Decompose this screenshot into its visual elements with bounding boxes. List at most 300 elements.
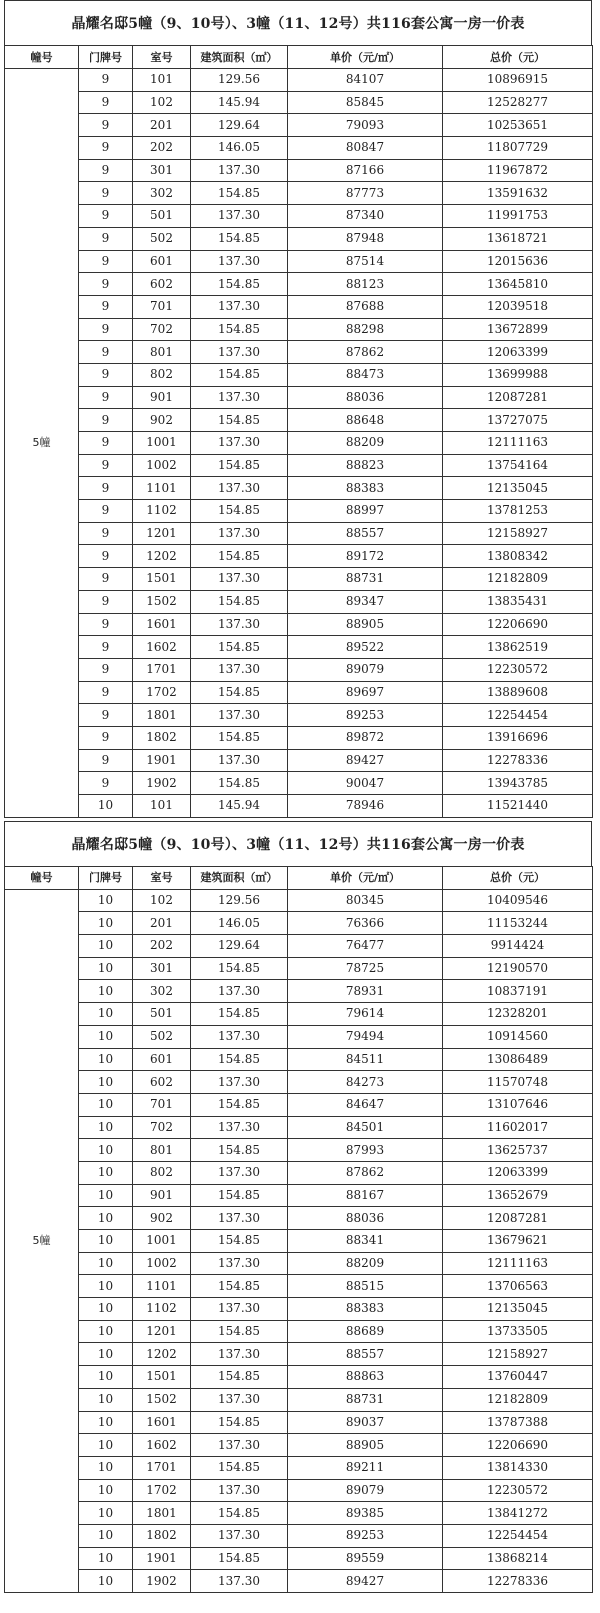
table-row: [5, 227, 593, 250]
table-row: [5, 613, 593, 636]
cell-unit-price: 78946: [288, 795, 443, 818]
cell-room-number: 701: [133, 1093, 191, 1116]
cell-total-price: 11602017: [443, 1116, 593, 1139]
cell-total-price: 12087281: [443, 386, 593, 409]
cell-total-price: 12206690: [443, 1434, 593, 1457]
cell-total-price: 13889608: [443, 681, 593, 704]
cell-floor-area: 154.85: [191, 1502, 288, 1525]
cell-door-number: 10: [79, 912, 133, 935]
table-body: [5, 889, 593, 1592]
table-row: [5, 545, 593, 568]
cell-total-price: 9914424: [443, 935, 593, 958]
cell-total-price: 12182809: [443, 1388, 593, 1411]
cell-floor-area: 154.85: [191, 1366, 288, 1389]
cell-unit-price: 88167: [288, 1184, 443, 1207]
cell-door-number: 9: [79, 114, 133, 137]
cell-total-price: 12111163: [443, 1252, 593, 1275]
table-row: [5, 1343, 593, 1366]
table-row: [5, 1570, 593, 1593]
cell-door-number: 9: [79, 295, 133, 318]
table-row: [5, 1411, 593, 1434]
cell-room-number: 701: [133, 295, 191, 318]
cell-door-number: 9: [79, 318, 133, 341]
cell-floor-area: 154.85: [191, 590, 288, 613]
cell-room-number: 802: [133, 363, 191, 386]
cell-unit-price: 84511: [288, 1048, 443, 1071]
cell-door-number: 9: [79, 704, 133, 727]
cell-unit-price: 84273: [288, 1071, 443, 1094]
cell-floor-area: 137.30: [191, 205, 288, 228]
cell-door-number: 9: [79, 454, 133, 477]
cell-room-number: 502: [133, 227, 191, 250]
table-row: [5, 1366, 593, 1389]
cell-total-price: 13814330: [443, 1456, 593, 1479]
cell-unit-price: 89427: [288, 1570, 443, 1593]
cell-door-number: 10: [79, 1547, 133, 1570]
cell-room-number: 1002: [133, 454, 191, 477]
price-table: [4, 866, 593, 1593]
cell-total-price: 13862519: [443, 636, 593, 659]
cell-floor-area: 137.30: [191, 432, 288, 455]
cell-total-price: 12158927: [443, 522, 593, 545]
cell-unit-price: 76366: [288, 912, 443, 935]
table-row: [5, 1547, 593, 1570]
cell-door-number: 9: [79, 477, 133, 500]
cell-unit-price: 80847: [288, 137, 443, 160]
table-row: [5, 1048, 593, 1071]
table-row: [5, 386, 593, 409]
cell-door-number: 10: [79, 1048, 133, 1071]
table-row: [5, 1003, 593, 1026]
cell-door-number: 10: [79, 1071, 133, 1094]
cell-room-number: 301: [133, 159, 191, 182]
cell-unit-price: 89347: [288, 590, 443, 613]
cell-door-number: 10: [79, 1366, 133, 1389]
cell-unit-price: 79093: [288, 114, 443, 137]
cell-unit-price: 89427: [288, 749, 443, 772]
cell-total-price: 12135045: [443, 477, 593, 500]
table-row: [5, 91, 593, 114]
cell-total-price: 13679621: [443, 1230, 593, 1253]
table-row: [5, 1456, 593, 1479]
cell-door-number: 9: [79, 227, 133, 250]
table-row: [5, 1025, 593, 1048]
table-row: [5, 363, 593, 386]
cell-door-number: 9: [79, 681, 133, 704]
cell-floor-area: 137.30: [191, 295, 288, 318]
cell-total-price: 13760447: [443, 1366, 593, 1389]
table-row: [5, 318, 593, 341]
cell-room-number: 1102: [133, 500, 191, 523]
cell-unit-price: 88383: [288, 477, 443, 500]
cell-room-number: 202: [133, 137, 191, 160]
cell-unit-price: 76477: [288, 935, 443, 958]
table-row: [5, 341, 593, 364]
cell-room-number: 1701: [133, 1456, 191, 1479]
cell-floor-area: 137.30: [191, 1207, 288, 1230]
cell-room-number: 602: [133, 273, 191, 296]
table-row: [5, 772, 593, 795]
cell-floor-area: 154.85: [191, 726, 288, 749]
cell-room-number: 1802: [133, 726, 191, 749]
cell-door-number: 10: [79, 1025, 133, 1048]
cell-room-number: 1601: [133, 1411, 191, 1434]
header-floor-area: 建筑面积（㎡）: [191, 46, 288, 69]
table-row: [5, 1320, 593, 1343]
cell-door-number: 9: [79, 568, 133, 591]
cell-unit-price: 88648: [288, 409, 443, 432]
cell-room-number: 801: [133, 1139, 191, 1162]
table-row: [5, 1252, 593, 1275]
header-row: [5, 46, 593, 69]
cell-door-number: 9: [79, 91, 133, 114]
cell-total-price: 12278336: [443, 1570, 593, 1593]
cell-floor-area: 137.30: [191, 1479, 288, 1502]
cell-floor-area: 154.85: [191, 363, 288, 386]
cell-floor-area: 137.30: [191, 1161, 288, 1184]
cell-door-number: 9: [79, 772, 133, 795]
cell-total-price: 13733505: [443, 1320, 593, 1343]
cell-total-price: 12278336: [443, 749, 593, 772]
cell-door-number: 10: [79, 1184, 133, 1207]
cell-total-price: 12254454: [443, 704, 593, 727]
cell-door-number: 9: [79, 159, 133, 182]
cell-room-number: 1801: [133, 1502, 191, 1525]
cell-total-price: 11570748: [443, 1071, 593, 1094]
cell-room-number: 1502: [133, 590, 191, 613]
cell-floor-area: 154.85: [191, 1093, 288, 1116]
cell-room-number: 1201: [133, 522, 191, 545]
table-row: [5, 1434, 593, 1457]
table-row: [5, 1184, 593, 1207]
cell-total-price: 13754164: [443, 454, 593, 477]
table-row: [5, 957, 593, 980]
cell-door-number: 9: [79, 341, 133, 364]
cell-floor-area: 137.30: [191, 1252, 288, 1275]
cell-door-number: 9: [79, 69, 133, 92]
cell-unit-price: 90047: [288, 772, 443, 795]
cell-room-number: 1601: [133, 613, 191, 636]
cell-room-number: 1602: [133, 1434, 191, 1457]
cell-unit-price: 87862: [288, 1161, 443, 1184]
cell-room-number: 1701: [133, 658, 191, 681]
table-row: [5, 912, 593, 935]
table-row: [5, 1139, 593, 1162]
cell-unit-price: 89079: [288, 1479, 443, 1502]
table-row: [5, 522, 593, 545]
cell-door-number: 10: [79, 1388, 133, 1411]
cell-total-price: 13618721: [443, 227, 593, 250]
cell-total-price: 12230572: [443, 1479, 593, 1502]
cell-room-number: 1102: [133, 1298, 191, 1321]
cell-total-price: 12063399: [443, 341, 593, 364]
cell-room-number: 502: [133, 1025, 191, 1048]
cell-total-price: 10253651: [443, 114, 593, 137]
cell-unit-price: 87948: [288, 227, 443, 250]
cell-unit-price: 84107: [288, 69, 443, 92]
cell-room-number: 702: [133, 318, 191, 341]
table-row: [5, 795, 593, 818]
cell-room-number: 201: [133, 912, 191, 935]
table-row: [5, 1093, 593, 1116]
cell-room-number: 1101: [133, 477, 191, 500]
cell-floor-area: 154.85: [191, 1547, 288, 1570]
cell-unit-price: 87340: [288, 205, 443, 228]
cell-room-number: 602: [133, 1071, 191, 1094]
cell-door-number: 10: [79, 935, 133, 958]
table-title: 晶耀名邸5幢（9、10号）、3幢（11、12号）共116套公寓一房一价表: [4, 0, 592, 45]
table-row: [5, 477, 593, 500]
table-body: [5, 69, 593, 818]
cell-room-number: 301: [133, 957, 191, 980]
cell-door-number: 10: [79, 1139, 133, 1162]
cell-room-number: 1202: [133, 545, 191, 568]
cell-door-number: 9: [79, 522, 133, 545]
cell-floor-area: 129.64: [191, 114, 288, 137]
cell-total-price: 13625737: [443, 1139, 593, 1162]
table-row: [5, 658, 593, 681]
cell-floor-area: 137.30: [191, 1343, 288, 1366]
cell-total-price: 12254454: [443, 1524, 593, 1547]
cell-total-price: 13841272: [443, 1502, 593, 1525]
cell-room-number: 702: [133, 1116, 191, 1139]
table-row: [5, 681, 593, 704]
cell-door-number: 9: [79, 590, 133, 613]
cell-floor-area: 137.30: [191, 341, 288, 364]
cell-unit-price: 89385: [288, 1502, 443, 1525]
table-row: [5, 1479, 593, 1502]
cell-door-number: 9: [79, 500, 133, 523]
table-row: [5, 454, 593, 477]
cell-room-number: 101: [133, 795, 191, 818]
cell-unit-price: 88557: [288, 1343, 443, 1366]
cell-unit-price: 88997: [288, 500, 443, 523]
cell-room-number: 102: [133, 91, 191, 114]
table-row: [5, 205, 593, 228]
cell-door-number: 10: [79, 1502, 133, 1525]
cell-unit-price: 87773: [288, 182, 443, 205]
cell-room-number: 201: [133, 114, 191, 137]
table-row: [5, 1298, 593, 1321]
cell-floor-area: 137.30: [191, 568, 288, 591]
cell-floor-area: 154.85: [191, 681, 288, 704]
cell-room-number: 601: [133, 1048, 191, 1071]
cell-room-number: 1001: [133, 432, 191, 455]
cell-door-number: 10: [79, 1116, 133, 1139]
cell-total-price: 10837191: [443, 980, 593, 1003]
cell-room-number: 901: [133, 386, 191, 409]
table-row: [5, 1161, 593, 1184]
cell-unit-price: 89172: [288, 545, 443, 568]
table-row: [5, 114, 593, 137]
cell-floor-area: 154.85: [191, 1230, 288, 1253]
cell-unit-price: 87993: [288, 1139, 443, 1162]
cell-total-price: 11967872: [443, 159, 593, 182]
table-row: [5, 273, 593, 296]
cell-total-price: 12111163: [443, 432, 593, 455]
cell-unit-price: 89872: [288, 726, 443, 749]
cell-floor-area: 154.85: [191, 1139, 288, 1162]
table-row: [5, 704, 593, 727]
cell-room-number: 1901: [133, 749, 191, 772]
table-row: [5, 1071, 593, 1094]
cell-unit-price: 87514: [288, 250, 443, 273]
cell-unit-price: 79614: [288, 1003, 443, 1026]
cell-total-price: 12039518: [443, 295, 593, 318]
cell-floor-area: 154.85: [191, 1275, 288, 1298]
table-row: [5, 749, 593, 772]
cell-floor-area: 129.56: [191, 889, 288, 912]
cell-door-number: 9: [79, 613, 133, 636]
cell-floor-area: 137.30: [191, 1434, 288, 1457]
cell-unit-price: 88036: [288, 386, 443, 409]
cell-door-number: 9: [79, 409, 133, 432]
cell-room-number: 601: [133, 250, 191, 273]
cell-room-number: 902: [133, 1207, 191, 1230]
cell-floor-area: 154.85: [191, 772, 288, 795]
cell-room-number: 1901: [133, 1547, 191, 1570]
cell-door-number: 9: [79, 749, 133, 772]
price-table-section-2: [4, 821, 592, 1593]
header-room-number: 室号: [133, 866, 191, 889]
cell-room-number: 1202: [133, 1343, 191, 1366]
table-row: [5, 568, 593, 591]
cell-floor-area: 137.30: [191, 749, 288, 772]
cell-unit-price: 87166: [288, 159, 443, 182]
cell-building: 5幢: [5, 889, 79, 1592]
cell-door-number: 9: [79, 250, 133, 273]
cell-floor-area: 154.85: [191, 636, 288, 659]
table-row: [5, 1524, 593, 1547]
cell-total-price: 12206690: [443, 613, 593, 636]
cell-floor-area: 146.05: [191, 137, 288, 160]
cell-room-number: 302: [133, 182, 191, 205]
cell-unit-price: 88863: [288, 1366, 443, 1389]
header-unit-price: 单价（元/㎡）: [288, 866, 443, 889]
cell-room-number: 1002: [133, 1252, 191, 1275]
cell-floor-area: 137.30: [191, 1570, 288, 1593]
cell-floor-area: 154.85: [191, 409, 288, 432]
cell-floor-area: 154.85: [191, 1184, 288, 1207]
cell-room-number: 1902: [133, 772, 191, 795]
cell-door-number: 10: [79, 1479, 133, 1502]
cell-door-number: 10: [79, 1456, 133, 1479]
cell-door-number: 9: [79, 182, 133, 205]
cell-floor-area: 137.30: [191, 1025, 288, 1048]
cell-door-number: 10: [79, 980, 133, 1003]
cell-floor-area: 137.30: [191, 658, 288, 681]
header-building: 幢号: [5, 866, 79, 889]
cell-total-price: 13652679: [443, 1184, 593, 1207]
cell-door-number: 10: [79, 1161, 133, 1184]
cell-door-number: 9: [79, 726, 133, 749]
cell-total-price: 12015636: [443, 250, 593, 273]
cell-unit-price: 88689: [288, 1320, 443, 1343]
table-row: [5, 726, 593, 749]
cell-total-price: 10914560: [443, 1025, 593, 1048]
cell-door-number: 10: [79, 1343, 133, 1366]
cell-total-price: 10409546: [443, 889, 593, 912]
cell-door-number: 9: [79, 137, 133, 160]
cell-total-price: 12190570: [443, 957, 593, 980]
cell-room-number: 1602: [133, 636, 191, 659]
table-row: [5, 636, 593, 659]
cell-door-number: 9: [79, 432, 133, 455]
cell-unit-price: 89559: [288, 1547, 443, 1570]
cell-door-number: 9: [79, 636, 133, 659]
cell-floor-area: 154.85: [191, 1048, 288, 1071]
header-row: [5, 866, 593, 889]
cell-floor-area: 137.30: [191, 613, 288, 636]
cell-unit-price: 88036: [288, 1207, 443, 1230]
cell-unit-price: 88557: [288, 522, 443, 545]
cell-floor-area: 154.85: [191, 545, 288, 568]
cell-floor-area: 145.94: [191, 795, 288, 818]
cell-total-price: 12230572: [443, 658, 593, 681]
header-door-number: 门牌号: [79, 46, 133, 69]
cell-total-price: 13591632: [443, 182, 593, 205]
cell-room-number: 1802: [133, 1524, 191, 1547]
cell-floor-area: 154.85: [191, 273, 288, 296]
cell-unit-price: 88209: [288, 1252, 443, 1275]
cell-total-price: 12182809: [443, 568, 593, 591]
cell-unit-price: 89253: [288, 704, 443, 727]
cell-unit-price: 88823: [288, 454, 443, 477]
cell-floor-area: 145.94: [191, 91, 288, 114]
table-row: [5, 1388, 593, 1411]
cell-total-price: 13727075: [443, 409, 593, 432]
cell-room-number: 202: [133, 935, 191, 958]
cell-door-number: 10: [79, 957, 133, 980]
cell-unit-price: 88383: [288, 1298, 443, 1321]
cell-floor-area: 154.85: [191, 1456, 288, 1479]
cell-floor-area: 137.30: [191, 1388, 288, 1411]
cell-unit-price: 89697: [288, 681, 443, 704]
cell-unit-price: 89079: [288, 658, 443, 681]
cell-floor-area: 154.85: [191, 957, 288, 980]
cell-total-price: 13086489: [443, 1048, 593, 1071]
header-building: 幢号: [5, 46, 79, 69]
cell-total-price: 13835431: [443, 590, 593, 613]
table-row: [5, 1116, 593, 1139]
cell-unit-price: 88731: [288, 1388, 443, 1411]
cell-total-price: 11153244: [443, 912, 593, 935]
cell-door-number: 10: [79, 889, 133, 912]
cell-unit-price: 88123: [288, 273, 443, 296]
table-row: [5, 295, 593, 318]
cell-floor-area: 137.30: [191, 704, 288, 727]
cell-unit-price: 88209: [288, 432, 443, 455]
cell-floor-area: 154.85: [191, 1003, 288, 1026]
cell-unit-price: 85845: [288, 91, 443, 114]
cell-room-number: 102: [133, 889, 191, 912]
cell-unit-price: 88298: [288, 318, 443, 341]
cell-unit-price: 84501: [288, 1116, 443, 1139]
cell-room-number: 1501: [133, 1366, 191, 1389]
cell-total-price: 11521440: [443, 795, 593, 818]
cell-floor-area: 137.30: [191, 980, 288, 1003]
cell-door-number: 9: [79, 205, 133, 228]
cell-room-number: 1702: [133, 681, 191, 704]
cell-total-price: 12135045: [443, 1298, 593, 1321]
cell-door-number: 10: [79, 795, 133, 818]
cell-floor-area: 146.05: [191, 912, 288, 935]
cell-unit-price: 89211: [288, 1456, 443, 1479]
cell-unit-price: 89522: [288, 636, 443, 659]
cell-floor-area: 154.85: [191, 1411, 288, 1434]
cell-total-price: 10896915: [443, 69, 593, 92]
cell-unit-price: 88515: [288, 1275, 443, 1298]
